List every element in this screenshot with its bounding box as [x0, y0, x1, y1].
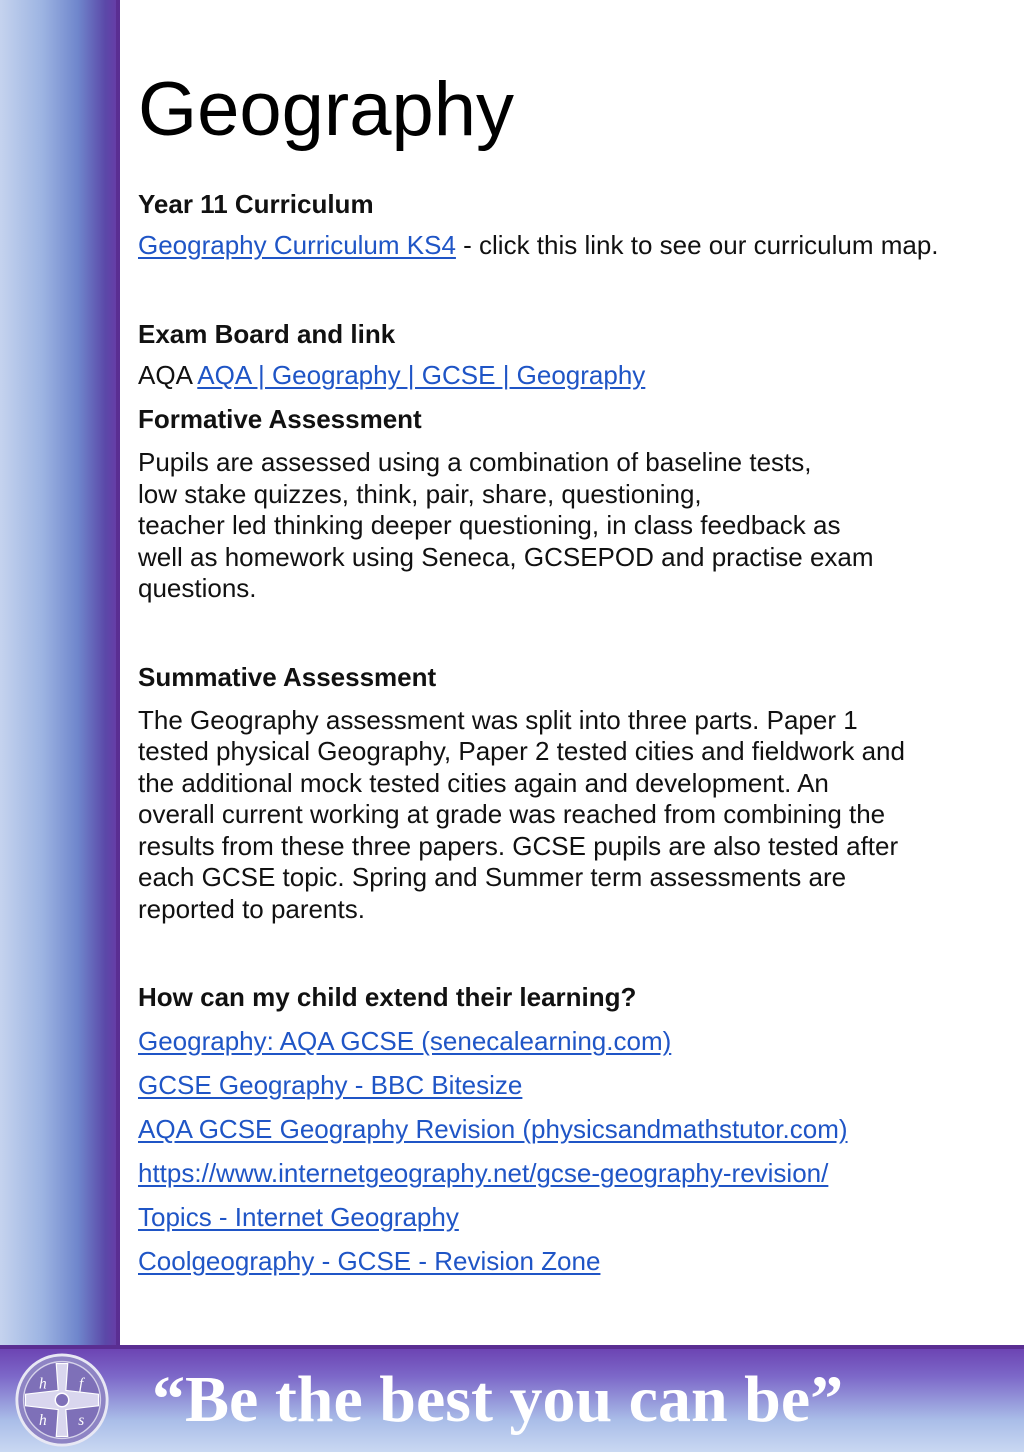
summative-line: results from these three papers. GCSE pupils are also tested after: [138, 830, 899, 861]
link-bbc-bitesize[interactable]: GCSE Geography - BBC Bitesize: [138, 1070, 523, 1100]
exam-board-heading: Exam Board and link: [138, 318, 396, 349]
link-physicsandmathstutor[interactable]: AQA GCSE Geography Revision (physicsandmathstutor.com): [138, 1114, 848, 1144]
crest-letter: s: [78, 1411, 85, 1429]
curriculum-suffix: - click this link to see our curriculum map.: [455, 230, 939, 260]
summative-paragraph: [138, 705, 1008, 926]
crest-letter: h: [38, 1411, 47, 1429]
extend-heading: How can my child extend their learning?: [138, 982, 637, 1012]
curriculum-link[interactable]: Geography Curriculum KS4: [138, 230, 456, 260]
link-coolgeography[interactable]: Coolgeography - GCSE - Revision Zone: [138, 1246, 601, 1276]
link-internetgeography-revision[interactable]: https://www.internetgeography.net/gcse-geography-revision/: [138, 1158, 829, 1188]
left-decorative-bar: [0, 0, 120, 1345]
formative-line: questions.: [138, 573, 257, 603]
formative-line: low stake quizzes, think, pair, share, questioning,: [138, 478, 702, 509]
main-content: [138, 60, 1008, 1283]
formative-line: teacher led thinking deeper questioning, in class feedback as: [138, 510, 841, 540]
formative-heading: Formative Assessment: [138, 404, 422, 434]
page-title: Geography: [138, 67, 515, 152]
crest-letter: h: [38, 1375, 47, 1393]
link-seneca[interactable]: Geography: AQA GCSE (senecalearning.com): [138, 1026, 672, 1056]
formative-paragraph: [138, 447, 1008, 605]
formative-line: well as homework using Seneca, GCSEPOD and practise exam: [138, 541, 874, 572]
school-crest-icon: [14, 1352, 110, 1448]
summative-line: tested physical Geography, Paper 2 tested cities and fieldwork and: [138, 736, 905, 766]
formative-line: Pupils are assessed using a combination of baseline tests,: [138, 447, 812, 477]
curriculum-paragraph: [138, 230, 978, 262]
link-internetgeography-topics[interactable]: Topics - Internet Geography: [138, 1202, 459, 1232]
extend-links-list: [138, 1019, 1008, 1283]
crest-letter: f: [79, 1375, 84, 1393]
summative-line: the additional mock tested cities again and development. An: [138, 767, 829, 798]
footer-divider: [0, 1345, 1024, 1349]
summative-heading: Summative Assessment: [138, 661, 437, 692]
summative-line: reported to parents.: [138, 893, 365, 924]
curriculum-heading: Year 11 Curriculum: [138, 189, 374, 219]
school-motto: “Be the best you can be”: [152, 1363, 844, 1436]
exam-board-line: [138, 360, 1008, 392]
summative-line: overall current working at grade was reached from combining the: [138, 799, 886, 829]
exam-board-link[interactable]: AQA | Geography | GCSE | Geography: [197, 359, 646, 390]
summative-line: each GCSE topic. Spring and Summer term assessments are: [138, 862, 847, 892]
exam-board-prefix: AQA: [138, 359, 198, 390]
summative-line: The Geography assessment was split into three parts. Paper 1: [138, 704, 858, 735]
